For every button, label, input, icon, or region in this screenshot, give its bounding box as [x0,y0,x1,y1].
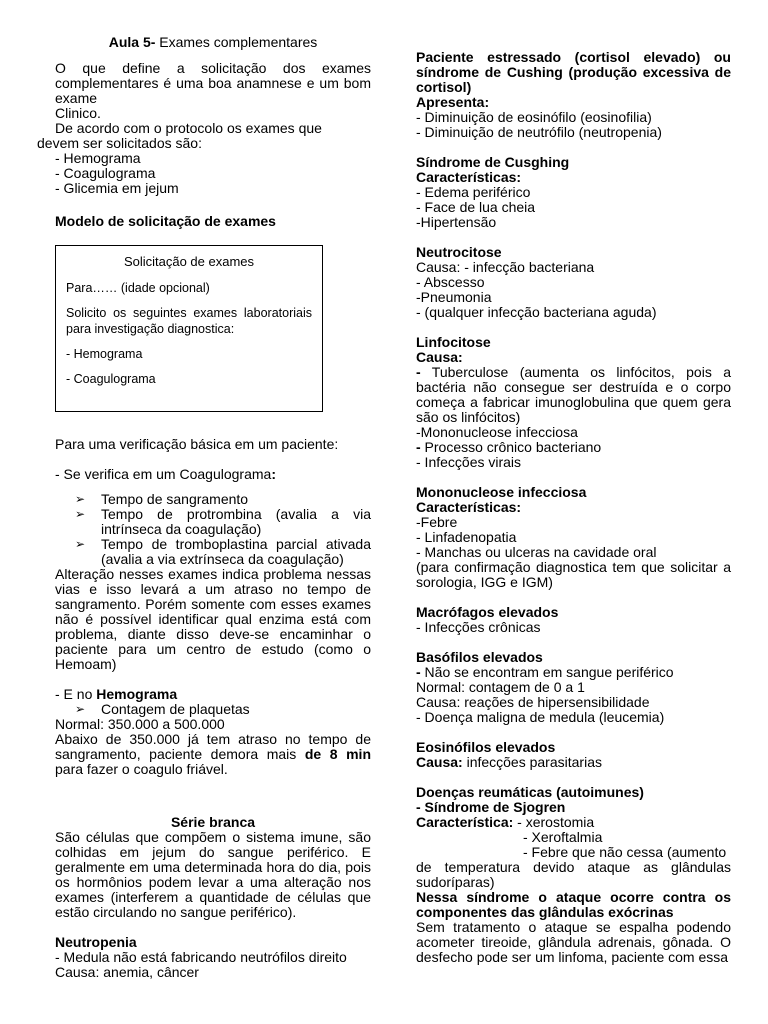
apresenta-label: Apresenta: [416,94,490,110]
list-item: ➢ Tempo de protrombina (avalia a via intrínseca da coagulação) [75,506,371,537]
mononucleose-heading: Mononucleose infecciosa [416,484,587,500]
intro-block [37,60,371,196]
list-item: - (qualquer infecção bacteriana aguda) [416,304,657,320]
list-item: - Diminuição de neutrófilo (neutropenia) [416,124,662,140]
list-item: - Processo crônico bacteriano [416,439,602,455]
reumaticas-heading: Doenças reumáticas (autoimunes) [416,784,644,800]
request-form-box [55,245,323,412]
title-topic: Exames complementares [155,34,318,50]
title-lesson: Aula 5- [108,34,156,50]
sjogren-end-text: Sem tratamento o ataque se espalha podendo acometer tireoide, glândula adrenais, gônada. O desfecho pode ser um linfoma, paciente com essa [416,919,731,965]
list-item: - Linfadenopatia [416,529,517,545]
hemograma-lead: - E no Hemograma [55,686,178,702]
caracteristicas-label: Características: [416,499,522,515]
list-item: - Infecções virais [416,454,522,470]
neutropenia-text-2: Causa: anemia, câncer [55,964,199,980]
neutropenia-heading: Neutropenia [55,934,137,950]
list-item: -Pneumonia [416,289,492,305]
stress-heading: Paciente estressado (cortisol elevado) ou síndrome de Cushing (produção excessiva de cortisol) [416,49,731,95]
serie-branca-heading: Série branca [170,814,256,830]
arrow-bullet-icon: ➢ [75,492,86,506]
list-item: - Hemograma [55,150,141,166]
list-item: ➢ Tempo de sangramento [75,491,249,507]
list-item: - Infecções crônicas [416,619,541,635]
box-text: Solicito os seguintes exames laboratoriais para investigação diagnostica: [66,306,312,336]
macrofagos-heading: Macrófagos elevados [416,604,559,620]
box-item: - Hemograma [66,347,143,361]
list-item: - Coagulograma [55,165,156,181]
intro-text-1: O que define a solicitação dos exames complementares é uma boa anamnese e um bom exame [55,60,371,106]
arrow-bullet-icon: ➢ [75,537,86,551]
list-item: -Mononucleose infecciosa [416,424,578,440]
right-column [416,50,731,965]
sjogren-bold-text: Nessa síndrome o ataque ocorre contra os componentes das glândulas exócrinas [416,889,731,920]
serie-branca-block [55,815,371,980]
normal-range: Normal: 350.000 a 500.000 [55,716,225,732]
arrow-bullet-icon: ➢ [75,507,86,521]
intro-text-4: devem ser solicitados são: [37,135,202,151]
list-item: - Xeroftalmia [523,829,603,845]
list-item: Causa: reações de hipersensibilidade [416,694,650,710]
list-item: - Manchas ou ulceras na cavidade oral [416,544,657,560]
list-item: - Não se encontram em sangue periférico [416,664,674,680]
list-item: - Diminuição de eosinófilo (eosinofilia) [416,109,652,125]
intro-text-3: De acordo com o protocolo os exames que [55,120,322,136]
eosinofilos-heading: Eosinófilos elevados [416,739,556,755]
serie-branca-text: São células que compõem o sistema imune, são colhidas em jejum do sangue periférico. E geralmente em uma determinada hora do dia, pois os hormônios podem levar a uma alteração nos exames (interferem a quantidade de células que estão circulando no sangue periférico). [55,829,371,920]
list-item: Causa: - infecção bacteriana [416,259,595,275]
neutrocitose-heading: Neutrocitose [416,244,502,260]
coagulograma-lead: - Se verifica em um Coagulograma: [55,466,276,482]
linfocitose-heading: Linfocitose [416,334,491,350]
basofilos-heading: Basófilos elevados [416,649,543,665]
sjogren-febre-cont: de temperatura devido ataque as glândulas sudoríparas) [416,859,731,890]
mononucleose-confirm: (para confirmação diagnostica tem que solicitar a sorologia, IGG e IGM) [416,559,731,590]
list-item: - Face de lua cheia [416,199,536,215]
list-item: - Abscesso [416,274,485,290]
intro-text-2: Clinico. [55,105,101,121]
list-item: - Glicemia em jejum [55,180,179,196]
sjogren-heading: - Síndrome de Sjogren [416,799,566,815]
sjogren-caracteristica: Característica: - xerostomia [416,814,595,830]
verification-text: Para uma verificação básica em um paciente: [55,436,339,452]
cushing-heading: Síndrome de Cusghing [416,154,570,170]
list-item: Normal: contagem de 0 a 1 [416,679,585,695]
list-item: ➢ Tempo de tromboplastina parcial ativada (avalia a via extrínseca da coagulação) [75,536,371,567]
below-range-text: Abaixo de 350.000 já tem atraso no tempo de sangramento, paciente demora mais de 8 min para fazer o coagulo friável. [55,731,371,777]
list-item: - Febre que não cessa (aumento [523,844,727,860]
box-item: - Coagulograma [66,372,156,386]
arrow-bullet-icon: ➢ [75,702,86,716]
causa-label: Causa: [416,349,463,365]
alteration-text: Alteração nesses exames indica problema nessas vias e isso levará a um atraso no tempo de sangramento. Porém somente com esses exames não é possível identificar qual enzima está com problema, diante disso deve-se encaminhar o paciente para um centro de estudo (como o Hemoam) [55,566,371,672]
modelo-heading: Modelo de solicitação de exames [55,213,276,229]
eosinofilos-causa: Causa: infecções parasitarias [416,754,602,770]
page-title [55,35,371,50]
list-item: ➢ Contagem de plaquetas [75,701,250,717]
list-item: -Febre [416,514,458,530]
list-item: - Edema periférico [416,184,531,200]
neutropenia-text-1: - Medula não está fabricando neutrófilos direito [55,949,347,965]
box-title: Solicitação de exames [123,254,255,269]
list-item: -Hipertensão [416,214,497,230]
linfocitose-tuberculose: - Tuberculose (aumenta os linfócitos, pois a bactéria não consegue ser destruída e o corpo começa a fabricar imunoglobulina que quem gera são os linfócitos) [416,364,731,425]
list-item: - Doença maligna de medula (leucemia) [416,709,665,725]
coagulograma-block [55,437,371,777]
caracteristicas-label: Características: [416,169,522,185]
box-para: Para…… (idade opcional) [66,281,210,295]
